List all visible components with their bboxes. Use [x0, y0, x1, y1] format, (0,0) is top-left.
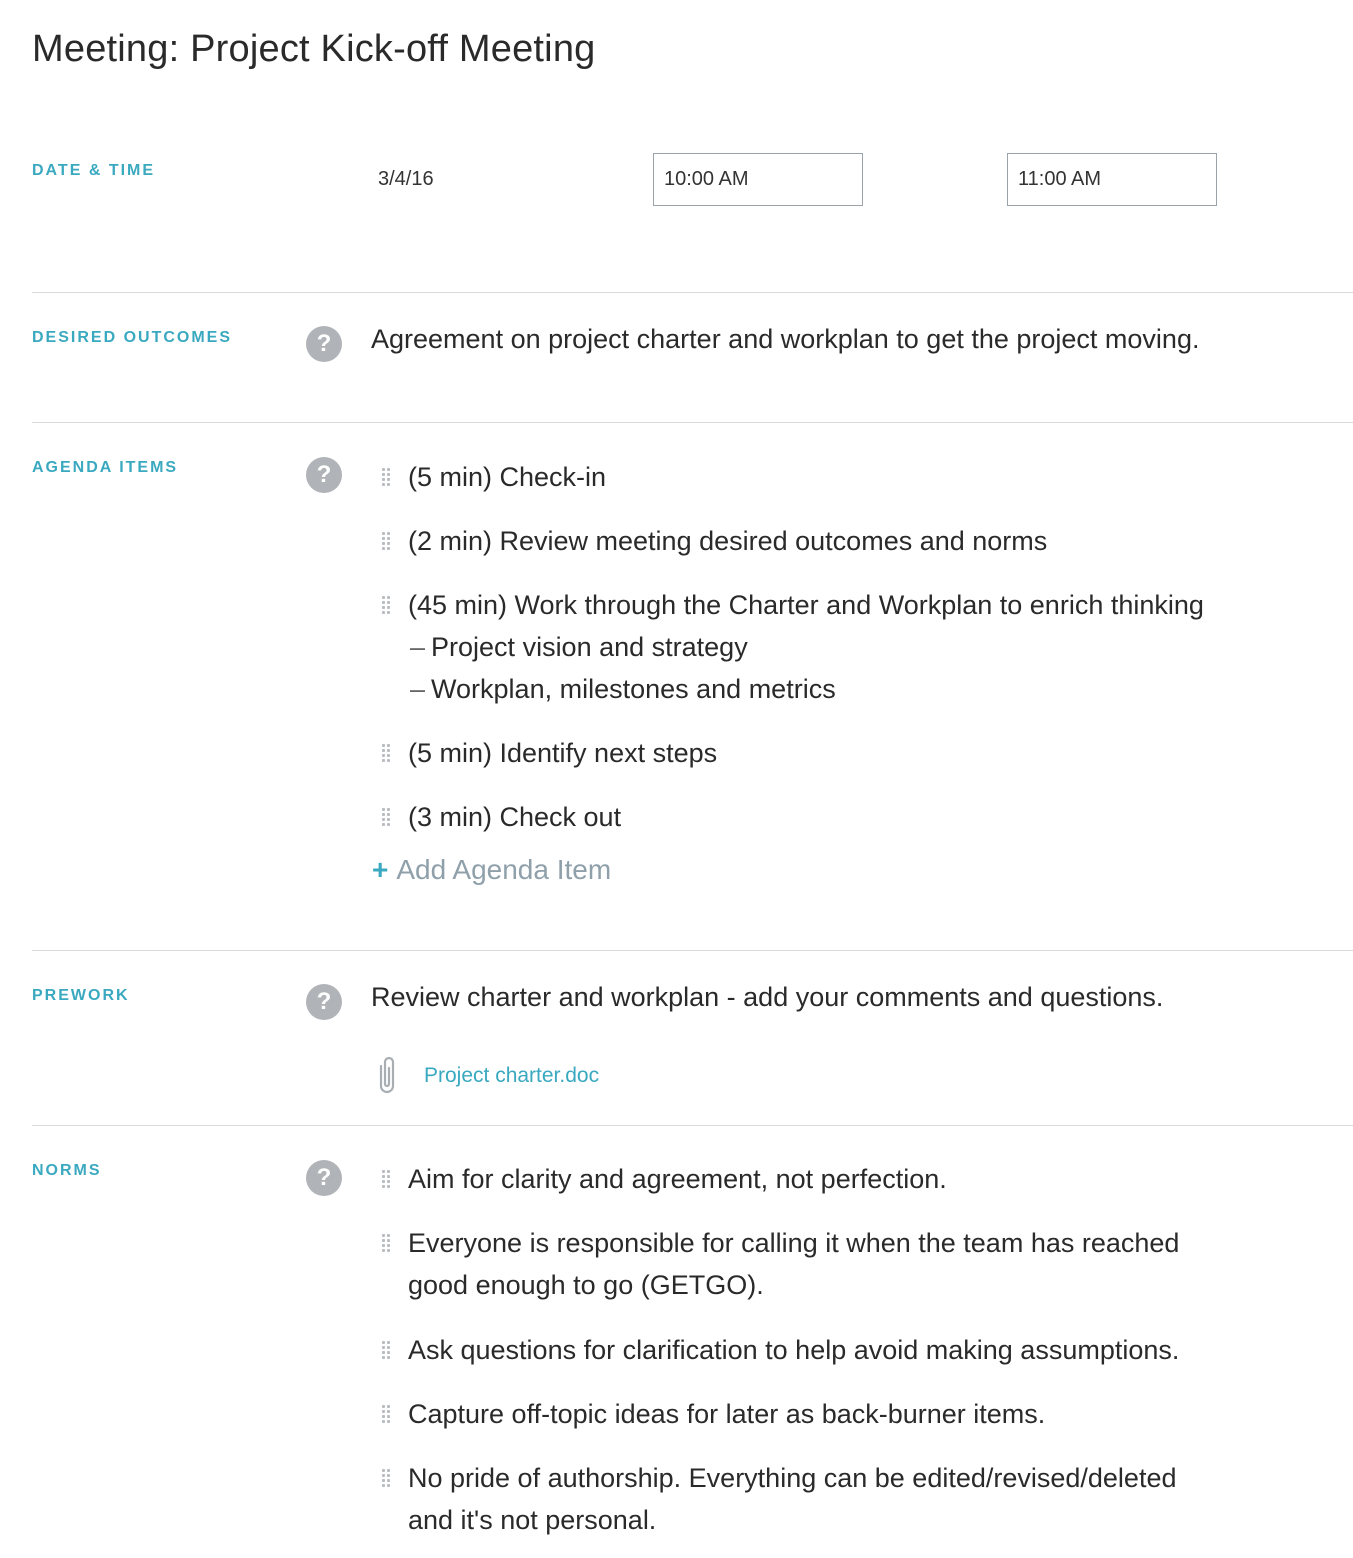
norm-item[interactable] — [382, 1222, 1179, 1306]
norm-item-content — [408, 1222, 1179, 1306]
prework-label: PREWORK — [32, 987, 130, 1004]
agenda-item-content — [408, 520, 1047, 562]
divider — [32, 1125, 1353, 1126]
agenda-item-text: (5 min) Check-in — [408, 462, 607, 492]
norm-item[interactable] — [382, 1158, 947, 1200]
paperclip-icon — [374, 1056, 400, 1096]
norm-item-text: No pride of authorship. Everything can be edited/revised/deleted — [408, 1463, 1177, 1493]
desired-outcomes-text[interactable]: Agreement on project charter and workplan to get the project moving. — [371, 324, 1200, 354]
drag-handle-icon[interactable] — [382, 1469, 394, 1487]
agenda-item[interactable] — [382, 584, 1204, 710]
agenda-item[interactable] — [382, 520, 1047, 562]
desired-outcomes-label: DESIRED OUTCOMES — [32, 329, 233, 346]
divider — [32, 950, 1353, 951]
add-agenda-item-label: Add Agenda Item — [396, 854, 612, 885]
norm-item-content — [408, 1457, 1177, 1541]
dash-glyph: – — [410, 674, 426, 704]
agenda-items-label: AGENDA ITEMS — [32, 459, 179, 476]
norm-item-text: good enough to go (GETGO). — [408, 1270, 764, 1300]
attachment-name: Project charter.doc — [424, 1064, 600, 1087]
drag-handle-icon[interactable] — [382, 468, 394, 486]
agenda-item[interactable] — [382, 456, 606, 498]
norm-item[interactable] — [382, 1329, 1179, 1371]
agenda-item-content — [408, 732, 717, 774]
divider — [32, 292, 1353, 293]
norm-item[interactable] — [382, 1457, 1177, 1541]
norm-item-content — [408, 1158, 947, 1200]
norm-item-content — [408, 1329, 1179, 1371]
agenda-item-text: (2 min) Review meeting desired outcomes and norms — [408, 526, 1048, 556]
norms-label: NORMS — [32, 1162, 102, 1179]
agenda-subitem-text: Workplan, milestones and metrics — [431, 674, 836, 704]
help-icon[interactable]: ? — [306, 326, 342, 362]
agenda-item[interactable] — [382, 732, 717, 774]
agenda-item[interactable] — [382, 796, 621, 838]
page-title: Meeting: Project Kick-off Meeting — [32, 28, 596, 70]
drag-handle-icon[interactable] — [382, 744, 394, 762]
end-time-field[interactable]: 11:00 AM — [1007, 153, 1217, 206]
agenda-item-content — [408, 796, 621, 838]
norm-item-text: Everyone is responsible for calling it when the team has reached — [408, 1228, 1180, 1258]
agenda-item-content — [408, 456, 606, 498]
norm-item-text: Ask questions for clarification to help avoid making assumptions. — [408, 1335, 1180, 1365]
norm-item[interactable] — [382, 1393, 1045, 1435]
drag-handle-icon[interactable] — [382, 596, 394, 614]
add-agenda-item-button[interactable] — [372, 854, 611, 886]
norm-item-text: Aim for clarity and agreement, not perfection. — [408, 1164, 947, 1194]
agenda-subitem — [382, 668, 1204, 710]
help-icon[interactable]: ? — [306, 457, 342, 493]
agenda-item-text: (5 min) Identify next steps — [408, 738, 718, 768]
start-time-field[interactable]: 10:00 AM — [653, 153, 863, 206]
date-time-label: DATE & TIME — [32, 162, 156, 179]
agenda-item-text: (3 min) Check out — [408, 802, 622, 832]
drag-handle-icon[interactable] — [382, 1405, 394, 1423]
agenda-item-content — [408, 584, 1204, 710]
attachment-link[interactable] — [374, 1056, 599, 1096]
help-icon[interactable]: ? — [306, 1160, 342, 1196]
dash-glyph: – — [410, 632, 426, 662]
norm-item-text: and it's not personal. — [408, 1505, 657, 1535]
drag-handle-icon[interactable] — [382, 1341, 394, 1359]
prework-text[interactable]: Review charter and workplan - add your comments and questions. — [371, 982, 1164, 1012]
agenda-subitem-text: Project vision and strategy — [431, 632, 748, 662]
norm-item-content — [408, 1393, 1045, 1435]
norm-item-text: Capture off-topic ideas for later as back-burner items. — [408, 1399, 1046, 1429]
agenda-item-text: (45 min) Work through the Charter and Workplan to enrich thinking — [408, 590, 1204, 620]
agenda-subitem — [382, 626, 1204, 668]
plus-icon: + — [372, 854, 389, 885]
drag-handle-icon[interactable] — [382, 532, 394, 550]
drag-handle-icon[interactable] — [382, 1234, 394, 1252]
help-icon[interactable]: ? — [306, 984, 342, 1020]
meeting-date[interactable]: 3/4/16 — [378, 168, 434, 190]
divider — [32, 422, 1353, 423]
drag-handle-icon[interactable] — [382, 808, 394, 826]
drag-handle-icon[interactable] — [382, 1170, 394, 1188]
